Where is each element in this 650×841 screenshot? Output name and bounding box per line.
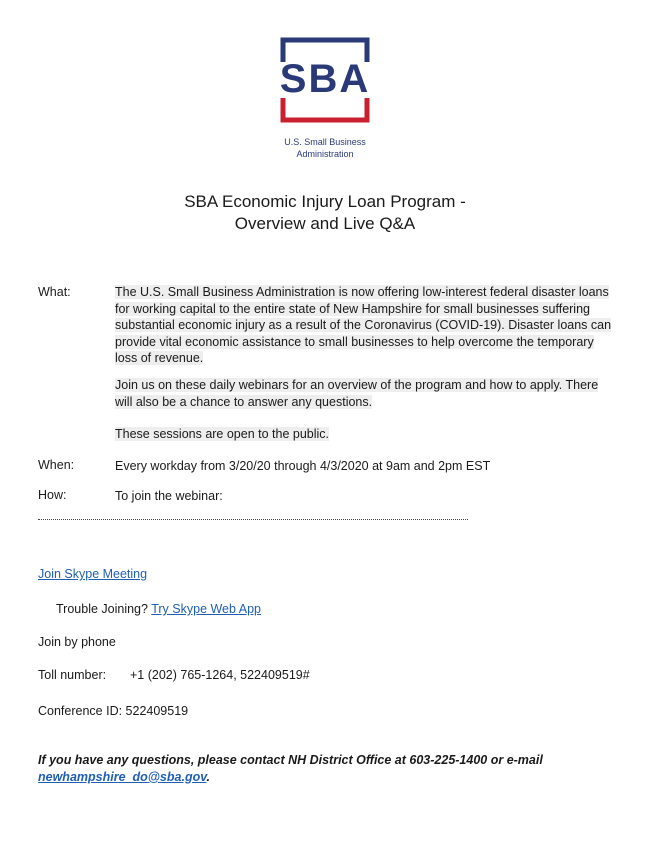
what-paragraph1-text: The U.S. Small Business Administration is now offering low-interest federal disaster loans for working capital to the entire state of New Hampshire for small businesses suffering substantial economic injury as a result of the Coronavirus (COVID-19). Disaster loans can provide vital economic assistance to small businesses to help overcome the temporary loss of revenue.: [115, 285, 612, 365]
title-line2: Overview and Live Q&A: [234, 214, 416, 233]
sba-logo: [265, 34, 385, 126]
contact-email-link[interactable]: newhampshire_do@sba.gov: [38, 769, 207, 784]
what-paragraph3: [115, 426, 615, 443]
logo-caption-line1: U.S. Small Business: [284, 137, 366, 147]
contact-period: .: [206, 769, 210, 784]
contact-text: If you have any questions, please contact NH District Office at 603-225-1400 or e-mail: [38, 753, 543, 767]
how-value: To join the webinar:: [115, 489, 223, 503]
join-skype-meeting-link[interactable]: Join Skype Meeting: [38, 567, 148, 581]
title-line1: SBA Economic Injury Loan Program -: [184, 192, 466, 211]
what-paragraph2: [115, 377, 615, 410]
join-by-phone: Join by phone: [38, 635, 116, 649]
logo-caption-line2: Administration: [296, 149, 354, 159]
logo-text: SBA: [279, 57, 371, 101]
when-value: Every workday from 3/20/20 through 4/3/2020 at 9am and 2pm EST: [115, 459, 491, 473]
page-title: [100, 191, 550, 235]
contact-footer: [38, 752, 618, 785]
how-label: How:: [38, 488, 67, 502]
toll-number-value: +1 (202) 765-1264, 522409519#: [130, 668, 310, 682]
skype-web-app-link[interactable]: Try Skype Web App: [151, 602, 261, 616]
when-label: When:: [38, 458, 75, 472]
what-paragraph3-text: These sessions are open to the public.: [115, 427, 330, 441]
what-label: What:: [38, 285, 71, 299]
dotted-divider: [38, 519, 468, 520]
what-paragraph1: [115, 284, 615, 367]
trouble-joining-text: Trouble Joining?: [56, 602, 148, 616]
toll-number-row: [38, 668, 310, 682]
toll-number-label: Toll number:: [38, 668, 107, 682]
what-paragraph2-text: Join us on these daily webinars for an overview of the program and how to apply. There will also be a chance to answer any questions.: [115, 378, 599, 409]
logo-caption: [250, 136, 400, 160]
conference-id: Conference ID: 522409519: [38, 704, 189, 718]
join-meeting-row: [38, 567, 147, 581]
trouble-joining-row: [56, 602, 261, 616]
